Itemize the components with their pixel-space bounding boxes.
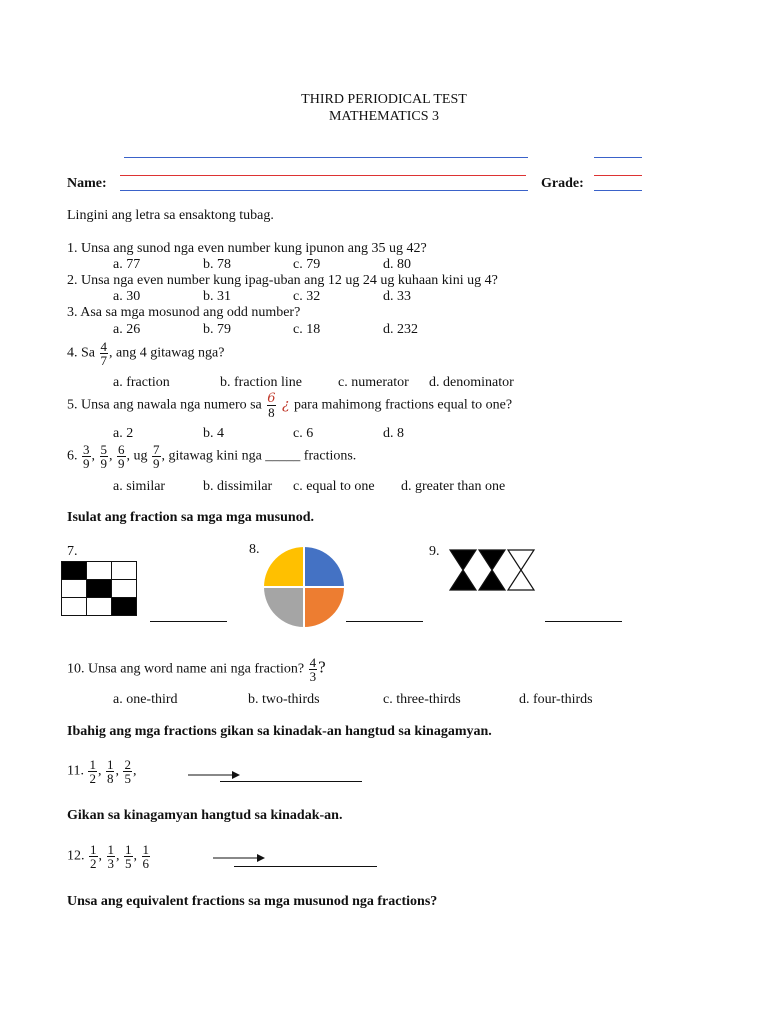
- choice[interactable]: d. greater than one: [401, 479, 506, 494]
- choice[interactable]: d. denominator: [429, 375, 514, 390]
- figure-label-9: 9.: [429, 544, 440, 559]
- question-4: 4. Sa $\frac{4}{7}$ , ang 4 gitawag nga?: [67, 339, 225, 368]
- fraction: $\frac{7}{9}$: [153, 442, 160, 471]
- pie-slice: [264, 587, 304, 627]
- pie-figure: [264, 547, 344, 627]
- question-5: 5. Unsa ang nawala nga numero sa $\frac{6}{8}$ ¿ para mahimong fractions equal to one?: [67, 391, 513, 420]
- choice[interactable]: b. fraction line: [220, 375, 303, 390]
- fraction: $\frac{4}{3}$: [309, 655, 317, 684]
- fraction: $\frac{1}{3}$: [107, 842, 114, 871]
- choice[interactable]: c. numerator: [338, 375, 409, 390]
- section-heading: Ibahig ang mga fractions gikan sa kinadak-an hangtud sa kinagamyan.: [67, 724, 492, 739]
- grid-cell: [87, 598, 112, 616]
- fraction: $\frac{1}{2}$: [90, 842, 97, 871]
- answer-line-7[interactable]: [150, 621, 227, 622]
- question-2: 2. Unsa nga even number kung ipag-uban ang 12 ug 24 ug kuhaan kini ug 4?: [67, 273, 498, 288]
- name-line-2[interactable]: [120, 175, 526, 176]
- grid-cell-shaded: [62, 562, 87, 580]
- choice[interactable]: b. 4: [203, 426, 224, 441]
- question-1: 1. Unsa ang sunod nga even number kung ipunon ang 35 ug 42?: [67, 241, 427, 256]
- question-3: 3. Asa sa mga mosunod ang odd number?: [67, 305, 301, 320]
- choice[interactable]: c. 79: [293, 257, 321, 272]
- choice[interactable]: b. 31: [203, 289, 231, 304]
- choice[interactable]: a. 26: [113, 322, 141, 337]
- pie-slice: [264, 547, 304, 587]
- fraction: $\frac{3}{9}$: [83, 442, 90, 471]
- hourglass-shape: [508, 550, 534, 590]
- grid-cell-shaded: [87, 580, 112, 598]
- choice[interactable]: d. 8: [383, 426, 404, 441]
- choice[interactable]: b. dissimilar: [203, 479, 273, 494]
- question-12: 12. $\frac{1}{2}$ , $\frac{1}{3}$ , $\frac{1}{5}$ , $\frac{1}{6}$: [67, 842, 149, 871]
- name-line-1[interactable]: [124, 157, 528, 158]
- question-11: 11. $\frac{1}{2}$ , $\frac{1}{8}$ , $\frac{2}{5}$ ,: [67, 757, 137, 786]
- pie-slice: [304, 547, 344, 587]
- name-label: Name:: [67, 176, 107, 191]
- choice[interactable]: c. equal to one: [293, 479, 375, 494]
- instruction: Lingini ang letra sa ensaktong tubag.: [67, 208, 274, 223]
- fraction: $\frac{6}{9}$: [118, 442, 125, 471]
- choice[interactable]: a. similar: [113, 479, 166, 494]
- choice[interactable]: d. four-thirds: [519, 692, 593, 707]
- page-subtitle: MATHEMATICS 3: [328, 109, 440, 124]
- choice[interactable]: c. 18: [293, 322, 321, 337]
- choice[interactable]: c. 6: [293, 426, 314, 441]
- arrow-icon: [213, 853, 265, 863]
- section-heading: Gikan sa kinagamyan hangtud sa kinadak-an.: [67, 808, 343, 823]
- choice[interactable]: a. one-third: [113, 692, 178, 707]
- choice[interactable]: c. 32: [293, 289, 321, 304]
- grid-cell: [62, 580, 87, 598]
- grid-cell: [87, 562, 112, 580]
- choice[interactable]: b. two-thirds: [248, 692, 320, 707]
- answer-line-11[interactable]: [220, 781, 362, 782]
- pie-slice: [304, 587, 344, 627]
- choice[interactable]: b. 79: [203, 322, 231, 337]
- grid-cell: [112, 562, 137, 580]
- fraction: $\frac{1}{2}$: [89, 757, 96, 786]
- answer-line-8[interactable]: [346, 621, 423, 622]
- fraction: $\frac{5}{9}$: [100, 442, 107, 471]
- hourglass-shape: [450, 550, 476, 590]
- grade-field[interactable]: [594, 190, 642, 191]
- page-title: THIRD PERIODICAL TEST: [301, 92, 467, 107]
- choice[interactable]: a. 77: [113, 257, 141, 272]
- choice[interactable]: a. 30: [113, 289, 141, 304]
- section-heading: Isulat ang fraction sa mga mga musunod.: [67, 510, 314, 525]
- fraction: $\frac{6}{8}$: [267, 391, 276, 420]
- grid-cell-shaded: [112, 598, 137, 616]
- fraction: $\frac{1}{5}$: [125, 842, 132, 871]
- choice[interactable]: d. 232: [383, 322, 418, 337]
- choice[interactable]: d. 80: [383, 257, 411, 272]
- choice[interactable]: a. 2: [113, 426, 134, 441]
- question-10: 10. Unsa ang word name ani nga fraction? $\frac{4}{3}$ ?: [67, 655, 326, 684]
- hourglass-shape: [479, 550, 505, 590]
- section-heading: Unsa ang equivalent fractions sa mga musunod nga fractions?: [67, 894, 438, 909]
- figure-label-7: 7.: [67, 544, 78, 559]
- name-field[interactable]: [120, 190, 528, 191]
- grade-line-2[interactable]: [594, 175, 642, 176]
- choice[interactable]: c. three-thirds: [383, 692, 461, 707]
- grid-cell: [62, 598, 87, 616]
- answer-line-9[interactable]: [545, 621, 622, 622]
- grade-line-1[interactable]: [594, 157, 642, 158]
- choice[interactable]: b. 78: [203, 257, 231, 272]
- choice[interactable]: d. 33: [383, 289, 411, 304]
- fraction: $\frac{2}{5}$: [124, 757, 131, 786]
- answer-line-12[interactable]: [234, 866, 377, 867]
- question-6: 6. $\frac{3}{9}$ , $\frac{5}{9}$ , $\frac{6}{9}$ , ug $\frac{7}{9}$ , gitawag kini nga _____ fractions.: [67, 442, 357, 471]
- fraction: $\frac{4}{7}$: [100, 339, 107, 368]
- hourglass-figure: [449, 549, 537, 591]
- arrow-icon: [188, 770, 240, 780]
- grade-label: Grade:: [541, 176, 584, 191]
- fraction: $\frac{1}{6}$: [142, 842, 149, 871]
- grid-cell: [112, 580, 137, 598]
- choice[interactable]: a. fraction: [113, 375, 170, 390]
- shaded-grid: [61, 561, 137, 616]
- figure-label-8: 8.: [249, 542, 260, 557]
- fraction: $\frac{1}{8}$: [106, 757, 114, 786]
